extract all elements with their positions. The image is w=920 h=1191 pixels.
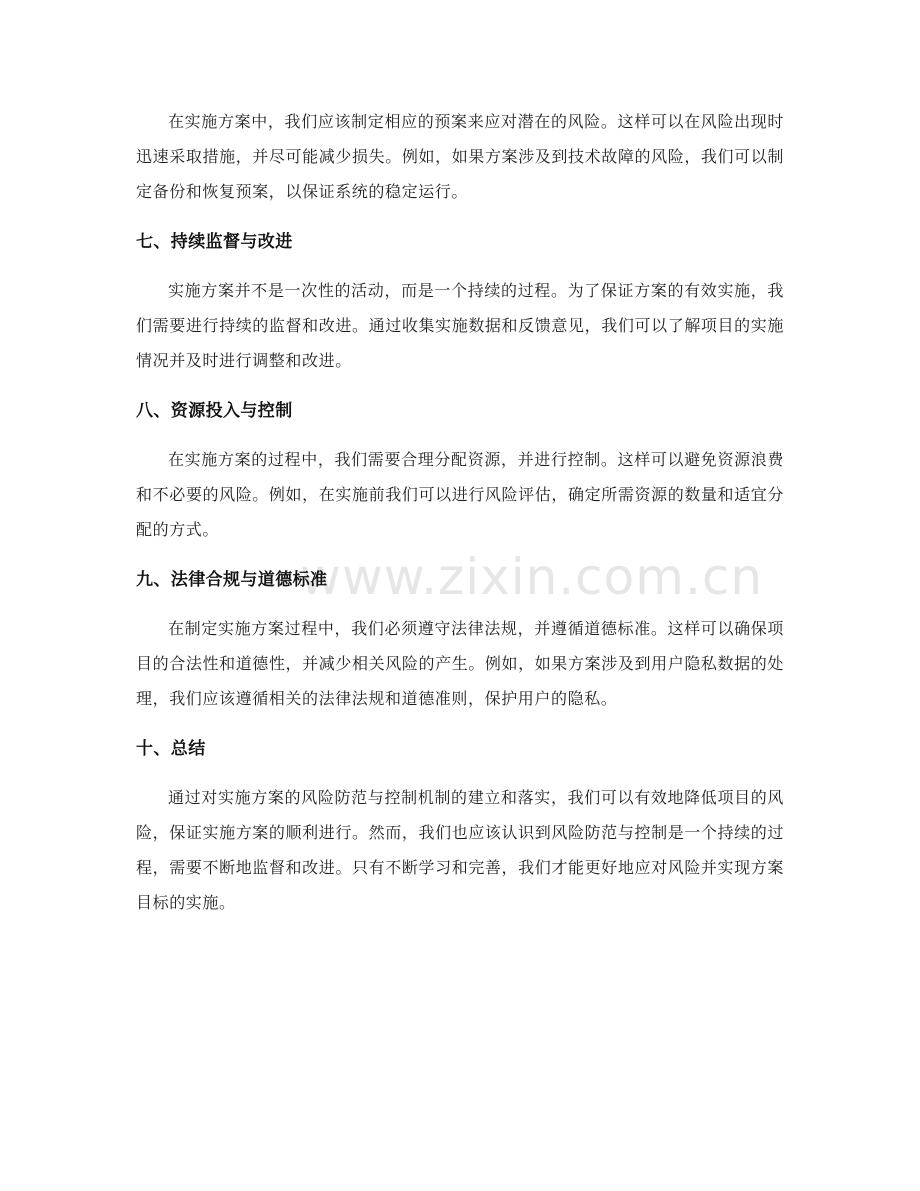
paragraph-contingency-plan: 在实施方案中，我们应该制定相应的预案来应对潜在的风险。这样可以在风险出现时迅速采取措施，并尽可能减少损失。例如，如果方案涉及到技术故障的风险，我们可以制定备份和恢复预案，以保证系统的稳定运行。 <box>136 112 784 201</box>
heading-continuous-supervision: 七、持续监督与改进 <box>136 232 293 252</box>
heading-summary: 十、总结 <box>136 739 206 759</box>
paragraph-resource-control: 在实施方案的过程中，我们需要合理分配资源，并进行控制。这样可以避免资源浪费和不必要的风险。例如，在实施前我们可以进行风险评估，确定所需资源的数量和适宜分配的方式。 <box>136 450 784 539</box>
paragraph-continuous-supervision: 实施方案并不是一次性的活动，而是一个持续的过程。为了保证方案的有效实施，我们需要进行持续的监督和改进。通过收集实施数据和反馈意见，我们可以了解项目的实施情况并及时进行调整和改进。 <box>136 281 784 370</box>
watermark: www.zixin.com.cn <box>300 548 764 606</box>
paragraph-legal-compliance: 在制定实施方案过程中，我们必须遵守法律法规，并遵循道德标准。这样可以确保项目的合法性和道德性，并减少相关风险的产生。例如，如果方案涉及到用户隐私数据的处理，我们应该遵循相关的法律法规和道德准则，保护用户的隐私。 <box>136 619 784 708</box>
document-body <box>136 104 784 920</box>
heading-resource-control: 八、资源投入与控制 <box>136 401 293 421</box>
heading-legal-compliance: 九、法律合规与道德标准 <box>136 570 328 590</box>
paragraph-summary: 通过对实施方案的风险防范与控制机制的建立和落实，我们可以有效地降低项目的风险，保证实施方案的顺利进行。然而，我们也应该认识到风险防范与控制是一个持续的过程，需要不断地监督和改进。只有不断学习和完善，我们才能更好地应对风险并实现方案目标的实施。 <box>136 788 784 912</box>
